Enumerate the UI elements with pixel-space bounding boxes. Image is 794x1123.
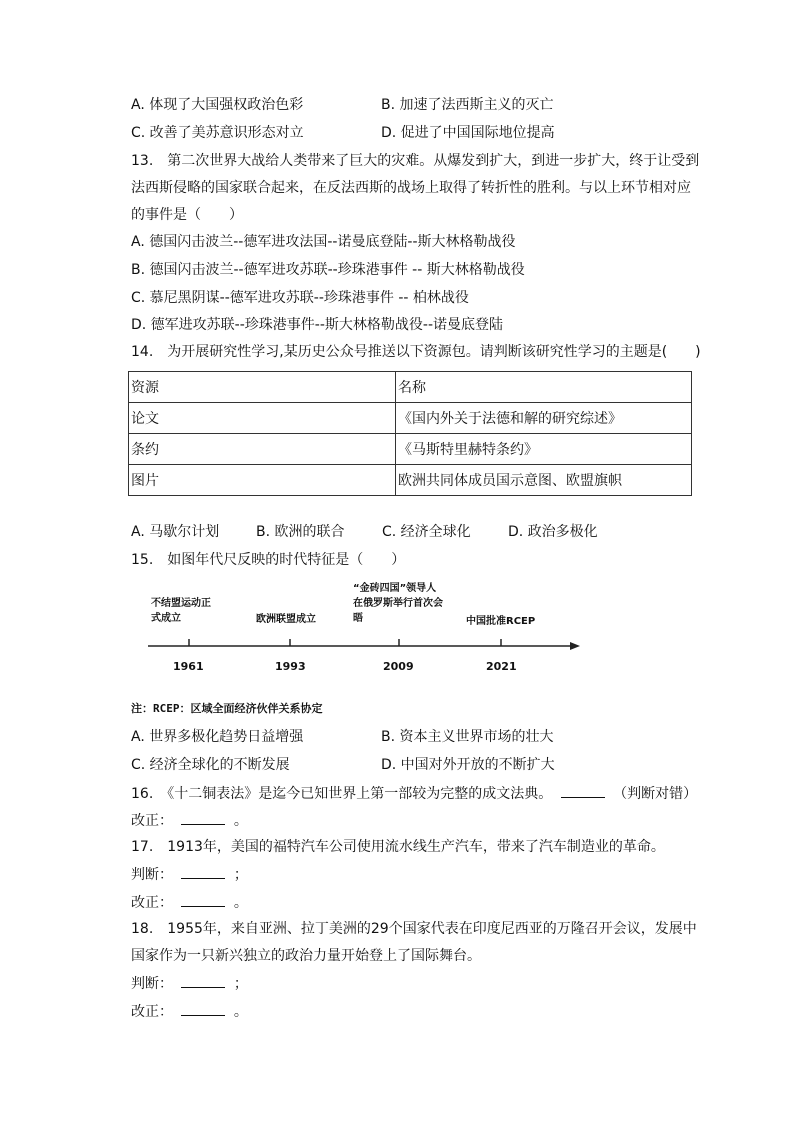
q18-fix-line	[131, 1001, 248, 1022]
q18-stem-line1: 18. 1955年，来自亚洲、拉丁美洲的29个国家代表在印度尼西亚的万隆召开会议，发展中	[131, 921, 697, 937]
q15-option-c: C. 经济全球化的不断发展	[131, 757, 290, 773]
event-label-line: 不结盟运动正	[151, 598, 211, 609]
q16-fix-line	[131, 810, 248, 831]
timeline-event-label-1961	[151, 596, 211, 626]
q17-judge-line	[131, 864, 248, 885]
q12-option-c: C. 改善了美苏意识形态对立	[131, 125, 304, 141]
q17-stem: 17. 1913年，美国的福特汽车公司使用流水线生产汽车，带来了汽车制造业的革命。	[131, 839, 665, 855]
event-label-line: 中国批准RCEP	[466, 616, 536, 627]
q12-option-b: B. 加速了法西斯主义的灭亡	[381, 97, 554, 113]
q18-stem-line2: 国家作为一只新兴独立的政治力量开始登上了国际舞台。	[131, 948, 481, 964]
q15-option-b: B. 资本主义世界市场的壮大	[381, 729, 554, 745]
timeline-event-label-1993	[256, 612, 316, 627]
timeline-arrow-icon	[570, 642, 580, 650]
table-row	[129, 403, 692, 434]
q15-option-a: A. 世界多极化趋势日益增强	[131, 729, 304, 745]
q18-judge-blank[interactable]	[181, 973, 225, 988]
q13-stem-line2: 法西斯侵略的国家联合起来，在反法西斯的战场上取得了转折性的胜利。与以上环节相对应	[131, 180, 691, 196]
q15-option-d: D. 中国对外开放的不断扩大	[381, 757, 555, 773]
q17-fix-end: 。	[233, 895, 248, 911]
event-label-line: 式成立	[151, 613, 181, 624]
q18-fix-blank[interactable]	[181, 1001, 225, 1016]
timeline-axis	[140, 636, 590, 656]
table-cell: 图片	[129, 465, 396, 496]
q17-fix-label: 改正：	[131, 895, 173, 911]
resource-table	[128, 371, 692, 496]
table-cell: 条约	[129, 434, 396, 465]
q17-fix-line	[131, 892, 248, 913]
table-header-resource: 资源	[129, 372, 396, 403]
table-cell: 《马斯特里赫特条约》	[396, 434, 692, 465]
table-row	[129, 434, 692, 465]
timeline-year-2021: 2021	[486, 660, 517, 673]
table-cell: 论文	[129, 403, 396, 434]
timeline-event-label-2021	[466, 614, 535, 629]
timeline-year-1961: 1961	[173, 660, 204, 673]
table-cell: 《国内外关于法德和解的研究综述》	[396, 403, 692, 434]
q14-option-a: A. 马歇尔计划	[131, 524, 220, 540]
q18-judge-line	[131, 973, 248, 994]
q17-judge-label: 判断：	[131, 867, 173, 883]
q17-judge-end: ；	[233, 867, 248, 883]
q16-judge-blank[interactable]	[561, 783, 605, 798]
table-row	[129, 465, 692, 496]
timeline-event-label-2009	[353, 581, 443, 626]
q13-option-d: D. 德军进攻苏联--珍珠港事件--斯大林格勒战役--诺曼底登陆	[131, 317, 503, 333]
q15-stem: 15. 如图年代尺反映的时代特征是（ ）	[131, 552, 406, 568]
q13-option-c: C. 慕尼黑阴谋--德军进攻苏联--珍珠港事件 -- 柏林战役	[131, 290, 469, 306]
event-label-line: 晤	[353, 613, 363, 624]
q16-fix-blank[interactable]	[181, 810, 225, 825]
q18-judge-end: ；	[233, 976, 248, 992]
event-label-line: 在俄罗斯举行首次会	[353, 598, 443, 609]
q17-judge-blank[interactable]	[181, 864, 225, 879]
q14-stem: 14. 为开展研究性学习,某历史公众号推送以下资源包。请判断该研究性学习的主题是( )	[131, 344, 701, 360]
q14-option-b: B. 欧洲的联合	[256, 524, 345, 540]
table-header-name: 名称	[396, 372, 692, 403]
event-label-line: “金砖四国”领导人	[353, 583, 437, 594]
table-cell: 欧洲共同体成员国示意图、欧盟旗帜	[396, 465, 692, 496]
q16-tail: （判断对错）	[613, 786, 698, 802]
q13-option-b: B. 德国闪击波兰--德军进攻苏联--珍珠港事件 -- 斯大林格勒战役	[131, 262, 525, 278]
q17-fix-blank[interactable]	[181, 892, 225, 907]
q14-option-d: D. 政治多极化	[508, 524, 598, 540]
timeline-year-1993: 1993	[275, 660, 306, 673]
q13-option-a: A. 德国闪击波兰--德军进攻法国--诺曼底登陆--斯大林格勒战役	[131, 234, 516, 250]
timeline-year-2009: 2009	[383, 660, 414, 673]
timeline-note: 注：RCEP：区域全面经济伙伴关系协定	[131, 702, 323, 715]
q12-option-d: D. 促进了中国国际地位提高	[381, 125, 555, 141]
table-row	[129, 372, 692, 403]
q16-stem-line	[131, 783, 697, 804]
q13-stem-line1: 13. 第二次世界大战给人类带来了巨大的灾难。从爆发到扩大，到进一步扩大，终于让受到	[131, 153, 700, 169]
q18-fix-end: 。	[233, 1004, 248, 1020]
q16-stem: 16. 《十二铜表法》是迄今已知世界上第一部较为完整的成文法典。	[131, 786, 553, 802]
event-label-line: 欧洲联盟成立	[256, 614, 316, 625]
q13-stem-line3: 的事件是（ ）	[131, 207, 243, 223]
q12-option-a: A. 体现了大国强权政治色彩	[131, 97, 304, 113]
q14-option-c: C. 经济全球化	[382, 524, 471, 540]
q16-fix-end: 。	[233, 813, 248, 829]
q18-fix-label: 改正：	[131, 1004, 173, 1020]
q18-judge-label: 判断：	[131, 976, 173, 992]
q16-fix-label: 改正：	[131, 813, 173, 829]
